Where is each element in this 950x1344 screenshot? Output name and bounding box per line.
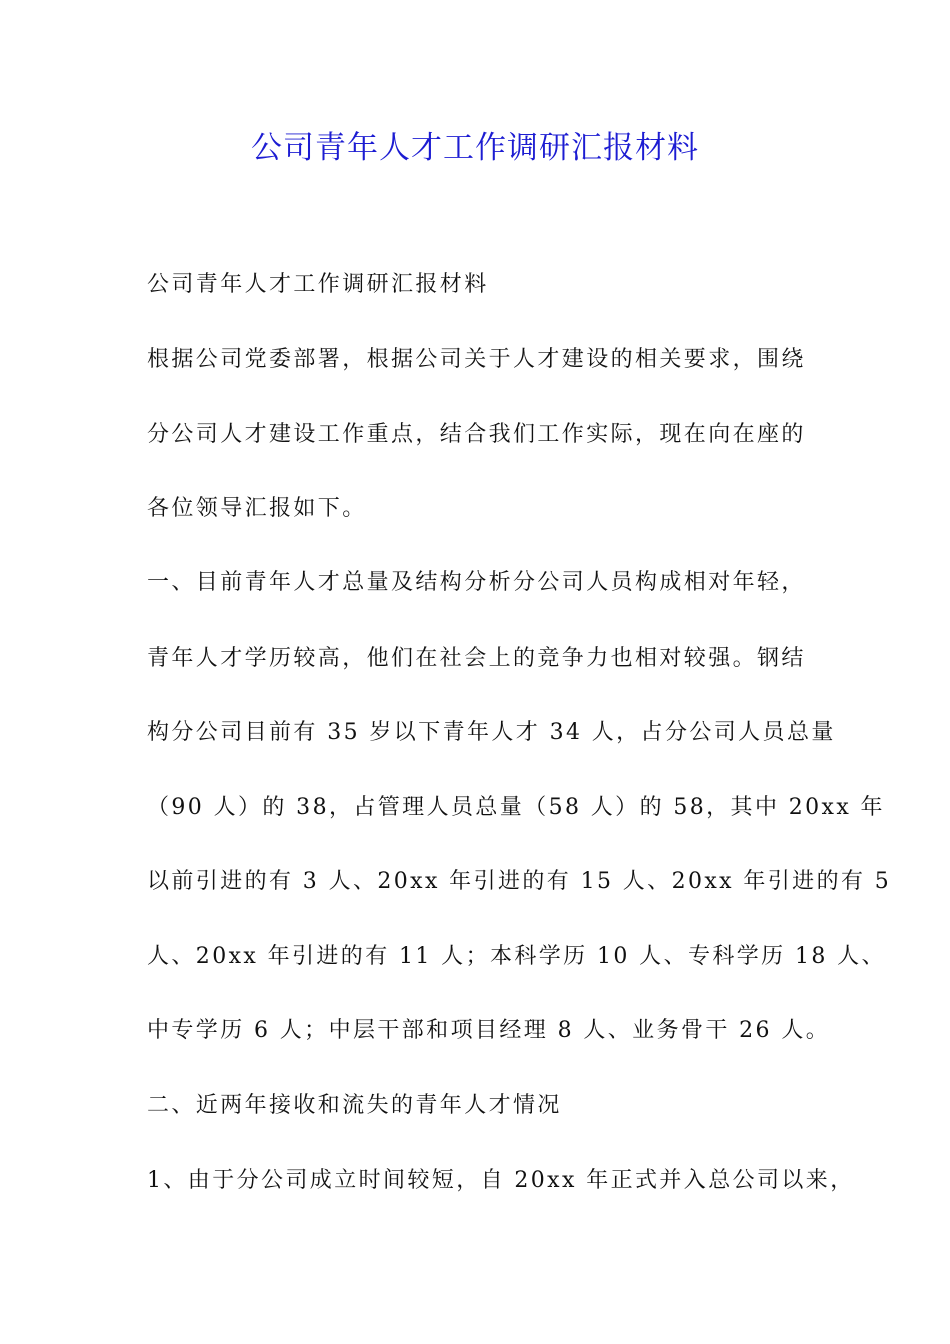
body-line: 青年人才学历较高，他们在社会上的竞争力也相对较强。钢结 xyxy=(147,646,806,671)
body-line: 公司青年人才工作调研汇报材料 xyxy=(147,272,489,297)
body-line: 根据公司党委部署，根据公司关于人才建设的相关要求，围绕 xyxy=(147,347,806,372)
body-line: 构分公司目前有 35 岁以下青年人才 34 人，占分公司人员总量 xyxy=(147,720,836,745)
body-line: 中专学历 6 人；中层干部和项目经理 8 人、业务骨干 26 人。 xyxy=(147,1018,831,1043)
body-line: 一、目前青年人才总量及结构分析分公司人员构成相对年轻， xyxy=(147,570,806,595)
section-heading: 二、近两年接收和流失的青年人才情况 xyxy=(147,1093,562,1118)
body-line: 1、由于分公司成立时间较短，自 20xx 年正式并入总公司以来， xyxy=(147,1168,855,1193)
body-line: 以前引进的有 3 人、20xx 年引进的有 15 人、20xx 年引进的有 5 xyxy=(147,869,892,894)
body-line: 各位领导汇报如下。 xyxy=(147,496,367,521)
document-title: 公司青年人才工作调研汇报材料 xyxy=(251,130,699,166)
body-line: 人、20xx 年引进的有 11 人；本科学历 10 人、专科学历 18 人、 xyxy=(147,944,886,969)
body-line: 分公司人才建设工作重点，结合我们工作实际，现在向在座的 xyxy=(147,422,806,447)
body-line: （90 人）的 38，占管理人员总量（58 人）的 58，其中 20xx 年 xyxy=(147,795,885,820)
